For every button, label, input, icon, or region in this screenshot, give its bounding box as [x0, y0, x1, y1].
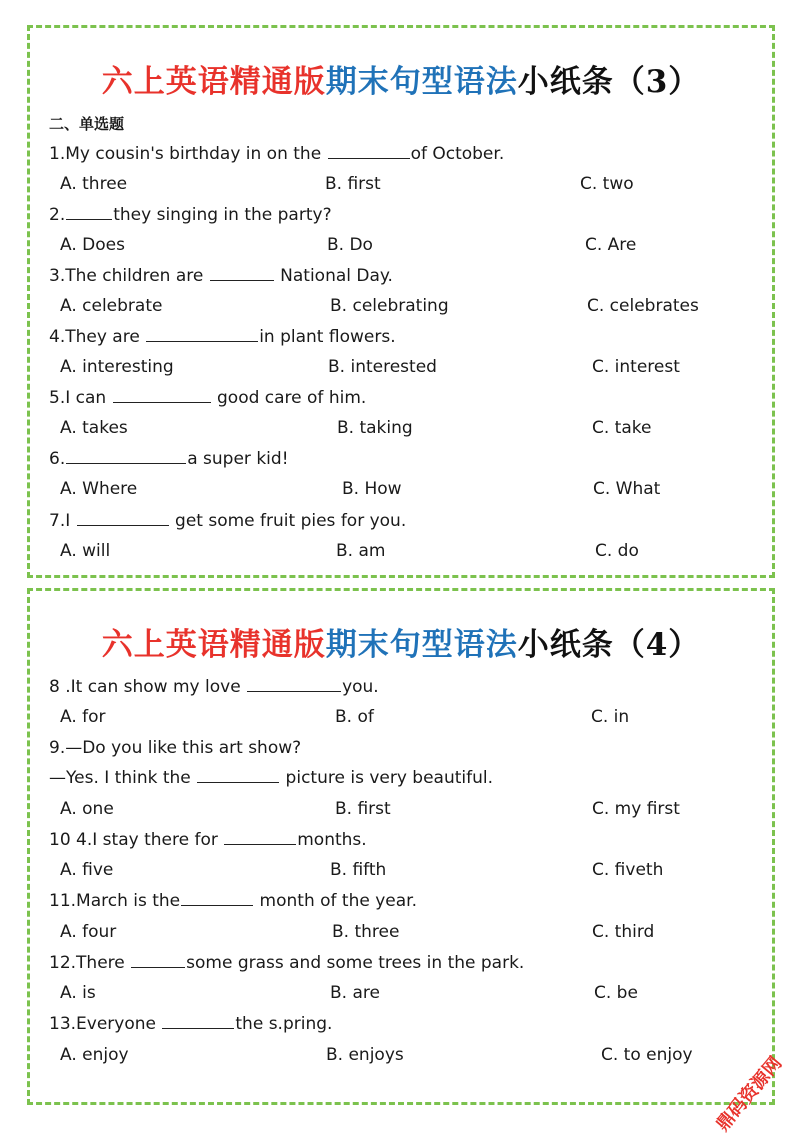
- option-a: A. enjoy: [60, 1045, 129, 1065]
- option-c: C. interest: [592, 357, 680, 377]
- title-blue-part: 期末句型语法: [325, 627, 518, 663]
- option-b: B. first: [325, 174, 381, 194]
- question-text: you.: [342, 677, 379, 697]
- question-text: 11.March is the: [49, 891, 181, 911]
- option-b: B. am: [336, 541, 386, 561]
- option-a: A. five: [60, 860, 114, 880]
- question-text: get some fruit pies for you.: [169, 511, 407, 531]
- card-title: [30, 619, 772, 664]
- question-10: [49, 830, 367, 850]
- question-text: 12.There: [49, 953, 131, 973]
- answer-blank: [113, 401, 211, 403]
- question-text: 2.: [49, 205, 66, 225]
- title-blue-part: 期末句型语法: [325, 64, 518, 100]
- note-card-3: [27, 25, 775, 578]
- answer-blank: [162, 1027, 234, 1029]
- option-b: B. enjoys: [326, 1045, 404, 1065]
- option-c: C. Are: [585, 235, 637, 255]
- option-a: A. for: [60, 707, 106, 727]
- question-7: [49, 511, 406, 531]
- question-9: [49, 738, 301, 758]
- question-text: of October.: [410, 144, 505, 164]
- question-11: [49, 891, 417, 911]
- option-a: A. celebrate: [60, 296, 163, 316]
- question-text: 9.—Do you like this art show?: [49, 738, 302, 758]
- answer-blank: [131, 966, 185, 968]
- question-text: 8 .It can show my love: [49, 677, 247, 697]
- question-text: a super kid!: [187, 449, 289, 469]
- answer-blank: [181, 904, 253, 906]
- option-a: A. Does: [60, 235, 125, 255]
- title-red-part: 六上英语精通版: [101, 627, 326, 663]
- question-9-reply: [49, 768, 493, 788]
- option-a: A. four: [60, 922, 117, 942]
- option-c: C. What: [593, 479, 661, 499]
- option-c: C. two: [580, 174, 634, 194]
- question-2: [49, 205, 332, 225]
- question-text: they singing in the party?: [113, 205, 332, 225]
- question-12: [49, 953, 524, 973]
- question-text: 5.I can: [49, 388, 112, 408]
- option-b: B. taking: [337, 418, 413, 438]
- question-13: [49, 1014, 332, 1034]
- option-c: C. my first: [592, 799, 680, 819]
- option-c: C. do: [595, 541, 639, 561]
- option-b: B. How: [342, 479, 402, 499]
- option-c: C. celebrates: [587, 296, 699, 316]
- option-c: C. take: [592, 418, 652, 438]
- option-c: C. in: [591, 707, 630, 727]
- answer-blank: [224, 843, 296, 845]
- title-black-part: 小纸条（3）: [517, 64, 701, 100]
- card-title: [30, 56, 772, 101]
- question-text: 3.The children are: [49, 266, 209, 286]
- question-text: 13.Everyone: [49, 1014, 162, 1034]
- title-black-part: 小纸条（4）: [517, 627, 701, 663]
- option-b: B. three: [332, 922, 400, 942]
- option-c: C. third: [592, 922, 655, 942]
- question-3: [49, 266, 393, 286]
- option-b: B. first: [335, 799, 391, 819]
- question-text: 10 4.I stay there for: [49, 830, 224, 850]
- question-6: [49, 449, 289, 469]
- question-text: some grass and some trees in the park.: [186, 953, 525, 973]
- question-text: good care of him.: [211, 388, 367, 408]
- question-text: 7.I: [49, 511, 76, 531]
- watermark: 鼎码资源网: [712, 1052, 787, 1136]
- question-text: 4.They are: [49, 327, 146, 347]
- title-red-part: 六上英语精通版: [101, 64, 326, 100]
- question-text: —Yes. I think the: [49, 768, 197, 788]
- option-b: B. celebrating: [330, 296, 449, 316]
- option-a: A. is: [60, 983, 96, 1003]
- option-b: B. interested: [328, 357, 437, 377]
- option-b: B. Do: [327, 235, 373, 255]
- question-text: month of the year.: [254, 891, 418, 911]
- answer-blank: [328, 157, 410, 159]
- question-text: 6.: [49, 449, 66, 469]
- option-b: B. are: [330, 983, 380, 1003]
- answer-blank: [66, 462, 186, 464]
- question-text: the s.pring.: [235, 1014, 333, 1034]
- option-c: C. fiveth: [592, 860, 664, 880]
- question-8: [49, 677, 379, 697]
- answer-blank: [66, 218, 112, 220]
- question-1: [49, 144, 504, 164]
- option-a: A. will: [60, 541, 111, 561]
- answer-blank: [210, 279, 274, 281]
- note-card-4: [27, 588, 775, 1105]
- answer-blank: [247, 690, 341, 692]
- question-text: National Day.: [274, 266, 393, 286]
- option-b: B. of: [335, 707, 374, 727]
- option-a: A. Where: [60, 479, 138, 499]
- question-4: [49, 327, 396, 347]
- option-c: C. be: [594, 983, 638, 1003]
- option-a: A. takes: [60, 418, 128, 438]
- section-heading: 二、单选题: [49, 115, 125, 133]
- option-a: A. three: [60, 174, 128, 194]
- question-5: [49, 388, 366, 408]
- option-b: B. fifth: [330, 860, 387, 880]
- question-text: months.: [297, 830, 367, 850]
- question-text: 1.My cousin's birthday in on the: [49, 144, 327, 164]
- option-c: C. to enjoy: [601, 1045, 693, 1065]
- option-a: A. interesting: [60, 357, 174, 377]
- answer-blank: [77, 524, 169, 526]
- answer-blank: [146, 340, 258, 342]
- option-a: A. one: [60, 799, 114, 819]
- question-text: in plant flowers.: [259, 327, 396, 347]
- question-text: picture is very beautiful.: [280, 768, 494, 788]
- answer-blank: [197, 781, 279, 783]
